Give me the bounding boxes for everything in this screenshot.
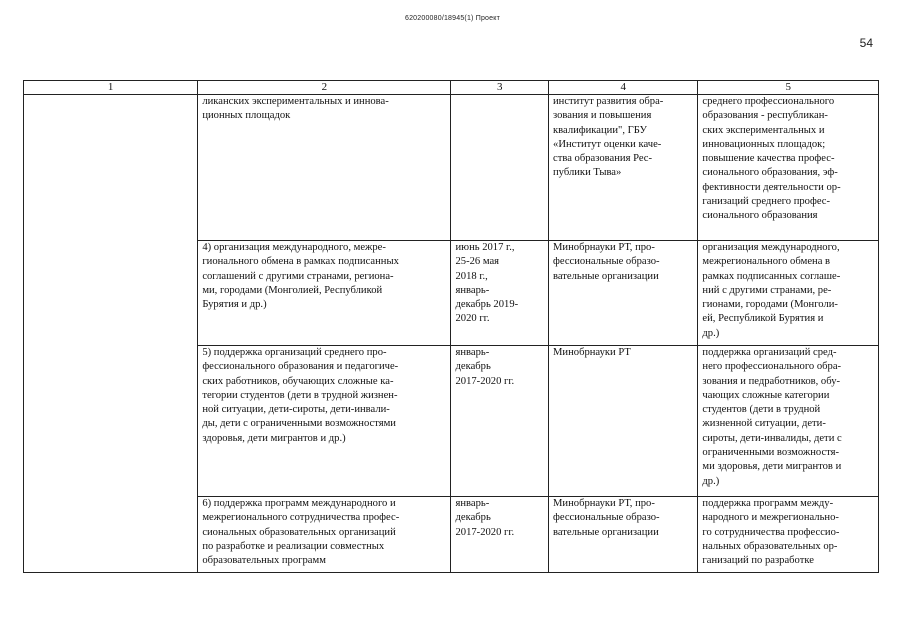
responsible-cell: институт развития обра- зования и повышения квалификации", ГБУ «Институт оценки каче- ства образования Рес- публики Тыва» xyxy=(549,95,698,241)
header-col-2: 2 xyxy=(198,81,451,95)
responsible-cell: Минобрнауки РТ, про- фессиональные образо- вательные организации xyxy=(549,497,698,573)
deadline-cell: январь- декабрь 2017-2020 гг. xyxy=(451,346,549,497)
result-cell: поддержка организаций сред- него профессионального обра- зования и педработников, обу- чающих сложные категории студентов (дети в трудной жизненной ситуации, дети- сироты, дети-инвалиды, дети с ограниченными возможностя- ми здоровья, дети мигрантов и др.) xyxy=(698,346,879,497)
activity-cell: 5) поддержка организаций среднего про- фессионального образования и педагогиче- ских работников, обучающих сложные ка- тегории студентов (дети в трудной жизнен- ной ситуации, дети-сироты, дети-инвали- ды, дети с ограниченными возможностями здоровья, дети мигрантов и др.) xyxy=(198,346,451,497)
header-col-4: 4 xyxy=(549,81,698,95)
table-row xyxy=(24,95,879,241)
deadline-cell: январь- декабрь 2017-2020 гг. xyxy=(451,497,549,573)
plan-table xyxy=(23,80,879,573)
empty-col-1-cell xyxy=(24,95,198,573)
result-cell: организация международного, межрегионального обмена в рамках подписанных соглаше- ний с другими странами, ре- гионами, городами (Монголи- ей, Республикой Бурятия и др.) xyxy=(698,241,879,346)
deadline-cell: июнь 2017 г., 25-26 мая 2018 г., январь- декабрь 2019- 2020 гг. xyxy=(451,241,549,346)
responsible-cell: Минобрнауки РТ, про- фессиональные образо- вательные организации xyxy=(549,241,698,346)
page-number: 54 xyxy=(859,36,873,50)
header-col-5: 5 xyxy=(698,81,879,95)
activity-cell: 6) поддержка программ международного и межрегионального сотрудничества профес- сиональных образовательных организаций по разработке и реализации совместных образовательных программ xyxy=(198,497,451,573)
activity-cell: 4) организация международного, межре- гионального обмена в рамках подписанных соглашений с другими странами, региона- ми, городами (Монголией, Республикой Бурятия и др.) xyxy=(198,241,451,346)
responsible-cell: Минобрнауки РТ xyxy=(549,346,698,497)
header-col-3: 3 xyxy=(451,81,549,95)
result-cell: поддержка программ между- народного и межрегионально- го сотрудничества профессио- нальных образовательных ор- ганизаций по разработке xyxy=(698,497,879,573)
activity-cell: ликанских экспериментальных и иннова- ционных площадок xyxy=(198,95,451,241)
table-header-row xyxy=(24,81,879,95)
header-col-1: 1 xyxy=(24,81,198,95)
deadline-cell xyxy=(451,95,549,241)
result-cell: среднего профессионального образования - республикан- ских экспериментальных и инновационных площадок; повышение качества профес- сионального образования, эф- фективности деятельности ор- ганизаций среднего профес- сионального образования xyxy=(698,95,879,241)
document-id-line: 620200080/18945(1) Проект xyxy=(404,15,500,22)
